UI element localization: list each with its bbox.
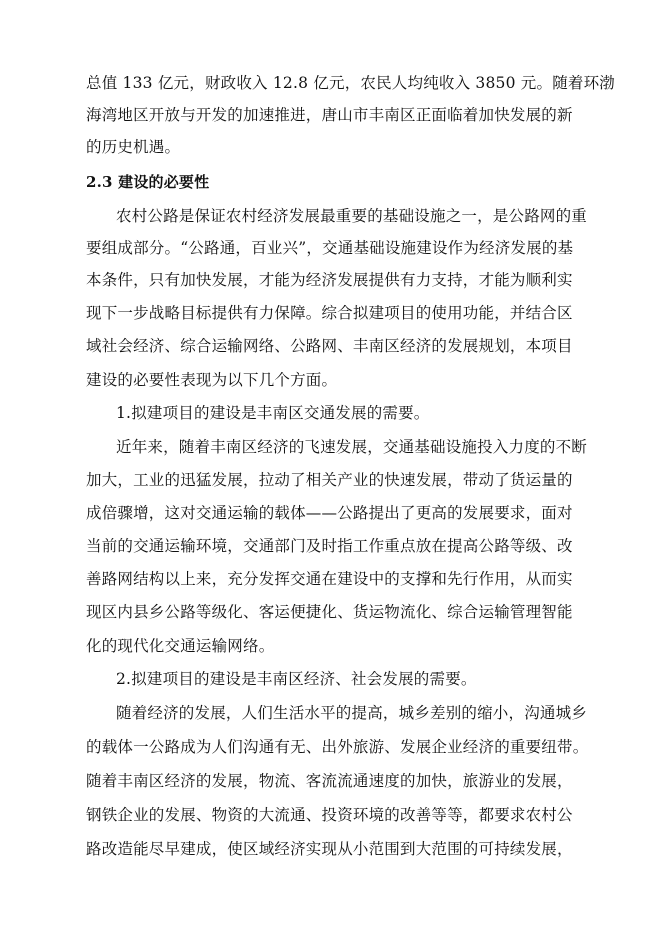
text-line: 的历史机遇。 — [86, 138, 181, 156]
text-line: 路改造能尽早建成，使区域经济实现从小范围到大范围的可持续发展， — [86, 840, 573, 858]
text-line: 的载体一公路成为人们沟通有无、出外旅游、发展企业经济的重要纽带。 — [86, 738, 589, 756]
text-line: 随着丰南区经济的发展，物流、客流流通速度的加快，旅游业的发展， — [86, 772, 573, 790]
text-line: 当前的交通运输环境，交通部门及时指工作重点放在提高公路等级、改 — [86, 537, 573, 555]
list-heading: 1.拟建项目的建设是丰南区交通发展的需要。 — [116, 404, 430, 422]
list-heading: 2.拟建项目的建设是丰南区经济、社会发展的需要。 — [116, 670, 477, 688]
text-line: 随着经济的发展，人们生活水平的提高，城乡差别的缩小，沟通城乡 — [116, 704, 588, 722]
text-line: 加大，工业的迅猛发展，拉动了相关产业的快速发展，带动了货运量的 — [86, 471, 573, 489]
text-line: 成倍骤增，这对交通运输的载体——公路提出了更高的发展要求，面对 — [86, 504, 573, 522]
text-line: 化的现代化交通运输网络。 — [86, 637, 275, 655]
text-line: 钢铁企业的发展、物资的大流通、投资环境的改善等等，都要求农村公 — [86, 806, 573, 824]
text-line: 本条件，只有加快发展，才能为经济发展提供有力支持，才能为顺利实 — [86, 271, 573, 289]
text-line: 域社会经济、综合运输网络、公路网、丰南区经济的发展规划，本项目 — [86, 337, 573, 355]
text-line: 建设的必要性表现为以下几个方面。 — [86, 371, 338, 389]
text-line: 近年来，随着丰南区经济的飞速发展，交通基础设施投入力度的不断 — [116, 438, 588, 456]
text-line: 现下一步战略目标提供有力保障。综合拟建项目的使用功能，并结合区 — [86, 304, 573, 322]
text-line: 现区内县乡公路等级化、客运便捷化、货运物流化、综合运输管理智能 — [86, 603, 573, 621]
text-line: 海湾地区开放与开发的加速推进，唐山市丰南区正面临着加快发展的新 — [86, 106, 573, 124]
text-line: 善路网结构以上来，充分发挥交通在建设中的支撑和先行作用，从而实 — [86, 570, 573, 588]
text-line: 总值 133 亿元，财政收入 12.8 亿元，农民人均纯收入 3850 元。随着环渤 — [86, 74, 616, 92]
text-line: 要组成部分。“公路通，百业兴”，交通基础设施建设作为经济发展的基 — [86, 239, 574, 257]
text-line: 农村公路是保证农村经济发展最重要的基础设施之一，是公路网的重 — [116, 207, 588, 225]
section-heading: 2.3 建设的必要性 — [86, 173, 210, 191]
